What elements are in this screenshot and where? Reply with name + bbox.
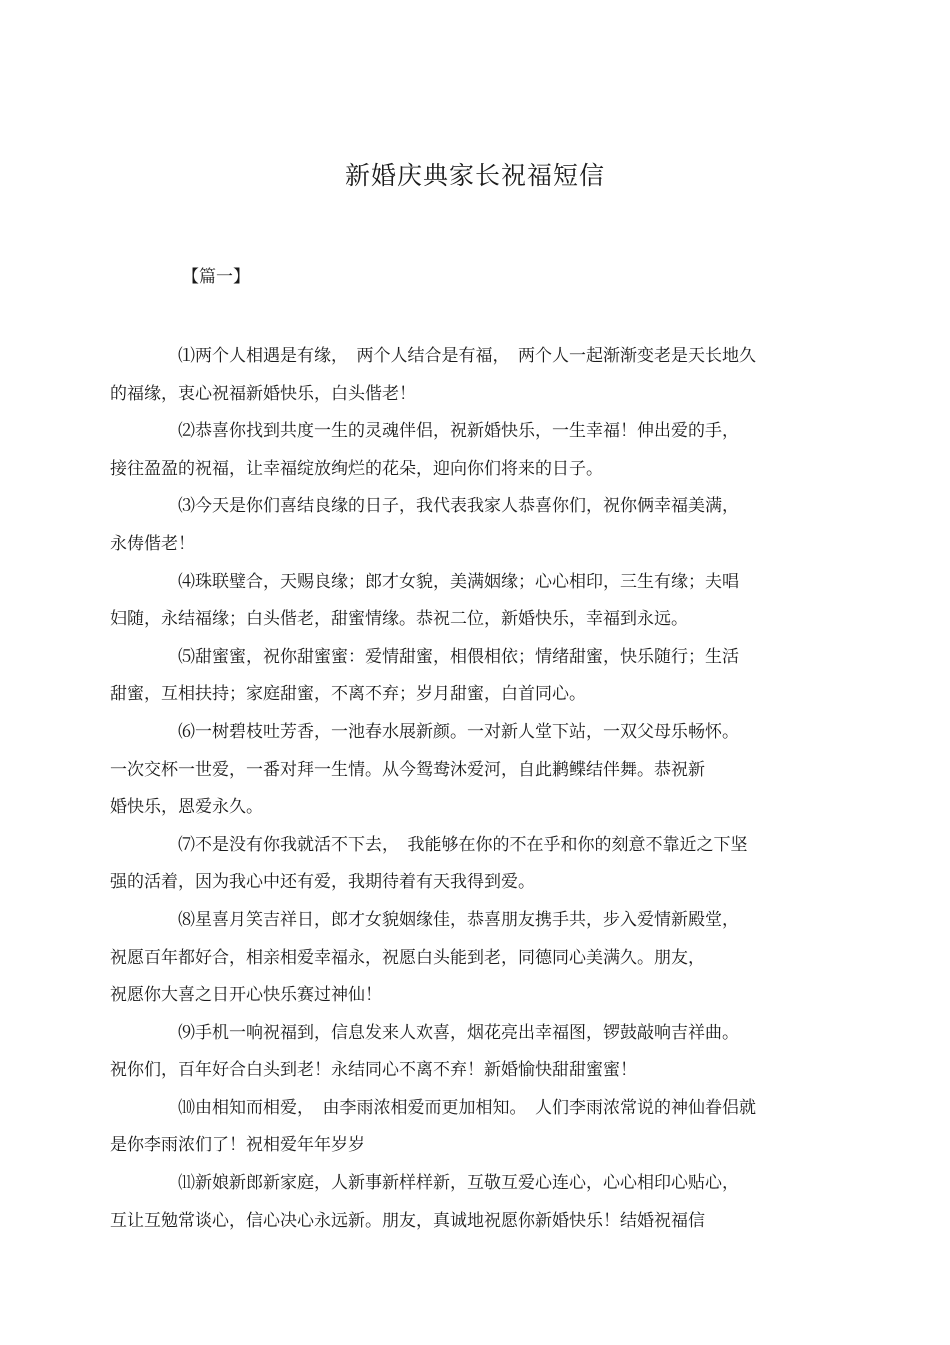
paragraph-line: 祝你们，百年好合白头到老！永结同心不离不弃！新婚愉快甜甜蜜蜜！ — [110, 1060, 637, 1081]
paragraph-line: 祝愿你大喜之日开心快乐赛过神仙！ — [110, 985, 382, 1006]
paragraph-line: 互让互勉常谈心，信心决心永远新。朋友，真诚地祝愿你新婚快乐！结婚祝福信 — [110, 1210, 705, 1231]
section-heading: 【篇一】 — [182, 267, 250, 287]
paragraph-line: ⑾新娘新郎新家庭，人新事新样样新，互敬互爱心连心，心心相印心贴心， — [178, 1173, 739, 1194]
wish-paragraph — [110, 714, 804, 827]
paragraph-line: 一次交杯一世爱，一番对拜一生情。从今鸳鸯沐爱河，自此鹣鲽结伴舞。恭祝新 — [110, 759, 705, 780]
wish-paragraph — [110, 338, 804, 413]
paragraph-line: 祝愿百年都好合，相亲相爱幸福永，祝愿白头能到老，同德同心美满久。朋友， — [110, 947, 705, 968]
wish-paragraph — [110, 1015, 804, 1090]
wish-paragraph — [110, 413, 804, 488]
paragraph-line: ⑵恭喜你找到共度一生的灵魂伴侣，祝新婚快乐，一生幸福！伸出爱的手， — [178, 421, 739, 442]
wish-paragraph — [110, 902, 804, 1015]
paragraph-line: ⑼手机一响祝福到，信息发来人欢喜，烟花亮出幸福图，锣鼓敲响吉祥曲。 — [178, 1022, 739, 1043]
paragraph-line: ⑺不是没有你我就活不下去， 我能够在你的不在乎和你的刻意不靠近之下坚 — [178, 834, 748, 855]
paragraph-line: ⑽由相知而相爱， 由李雨浓相爱而更加相知。 人们李雨浓常说的神仙眷侣就 — [178, 1097, 756, 1118]
paragraph-line: ⑸甜蜜蜜，祝你甜蜜蜜：爱情甜蜜，相偎相依；情绪甜蜜，快乐随行；生活 — [178, 646, 739, 667]
document-body — [110, 338, 804, 1240]
paragraph-line: ⑹一树碧枝吐芳香，一池春水展新颜。一对新人堂下站，一双父母乐畅怀。 — [178, 721, 739, 742]
paragraph-line: 妇随，永结福缘；白头偕老，甜蜜情缘。恭祝二位，新婚快乐，幸福到永远。 — [110, 609, 688, 630]
paragraph-line: 婚快乐，恩爱永久。 — [110, 797, 263, 818]
paragraph-line: 永俦偕老！ — [110, 533, 195, 554]
wish-paragraph — [110, 827, 804, 902]
wish-paragraph — [110, 639, 804, 714]
paragraph-line: 接往盈盈的祝福，让幸福绽放绚烂的花朵，迎向你们将来的日子。 — [110, 458, 603, 479]
paragraph-line: ⑻星喜月笑吉祥日，郎才女貌姻缘佳，恭喜朋友携手共，步入爱情新殿堂， — [178, 909, 739, 930]
paragraph-line: 甜蜜，互相扶持；家庭甜蜜，不离不弃；岁月甜蜜，白首同心。 — [110, 684, 586, 705]
paragraph-line: ⑴两个人相遇是有缘， 两个人结合是有福， 两个人一起渐渐变老是天长地久 — [178, 346, 756, 366]
paragraph-line: 强的活着，因为我心中还有爱，我期待着有天我得到爱。 — [110, 872, 535, 893]
wish-paragraph — [110, 1090, 804, 1165]
wish-paragraph — [110, 564, 804, 639]
wish-paragraph — [110, 488, 804, 563]
paragraph-line: 是你李雨浓们了！祝相爱年年岁岁 — [110, 1135, 365, 1156]
paragraph-line: 的福缘，衷心祝福新婚快乐，白头偕老！ — [110, 383, 416, 404]
paragraph-line: ⑷珠联璧合，天赐良缘；郎才女貌，美满姻缘；心心相印，三生有缘；夫唱 — [178, 571, 739, 592]
wish-paragraph — [110, 1165, 804, 1240]
paragraph-line: ⑶今天是你们喜结良缘的日子，我代表我家人恭喜你们，祝你俩幸福美满， — [178, 496, 739, 517]
page-title: 新婚庆典家长祝福短信 — [344, 161, 605, 190]
